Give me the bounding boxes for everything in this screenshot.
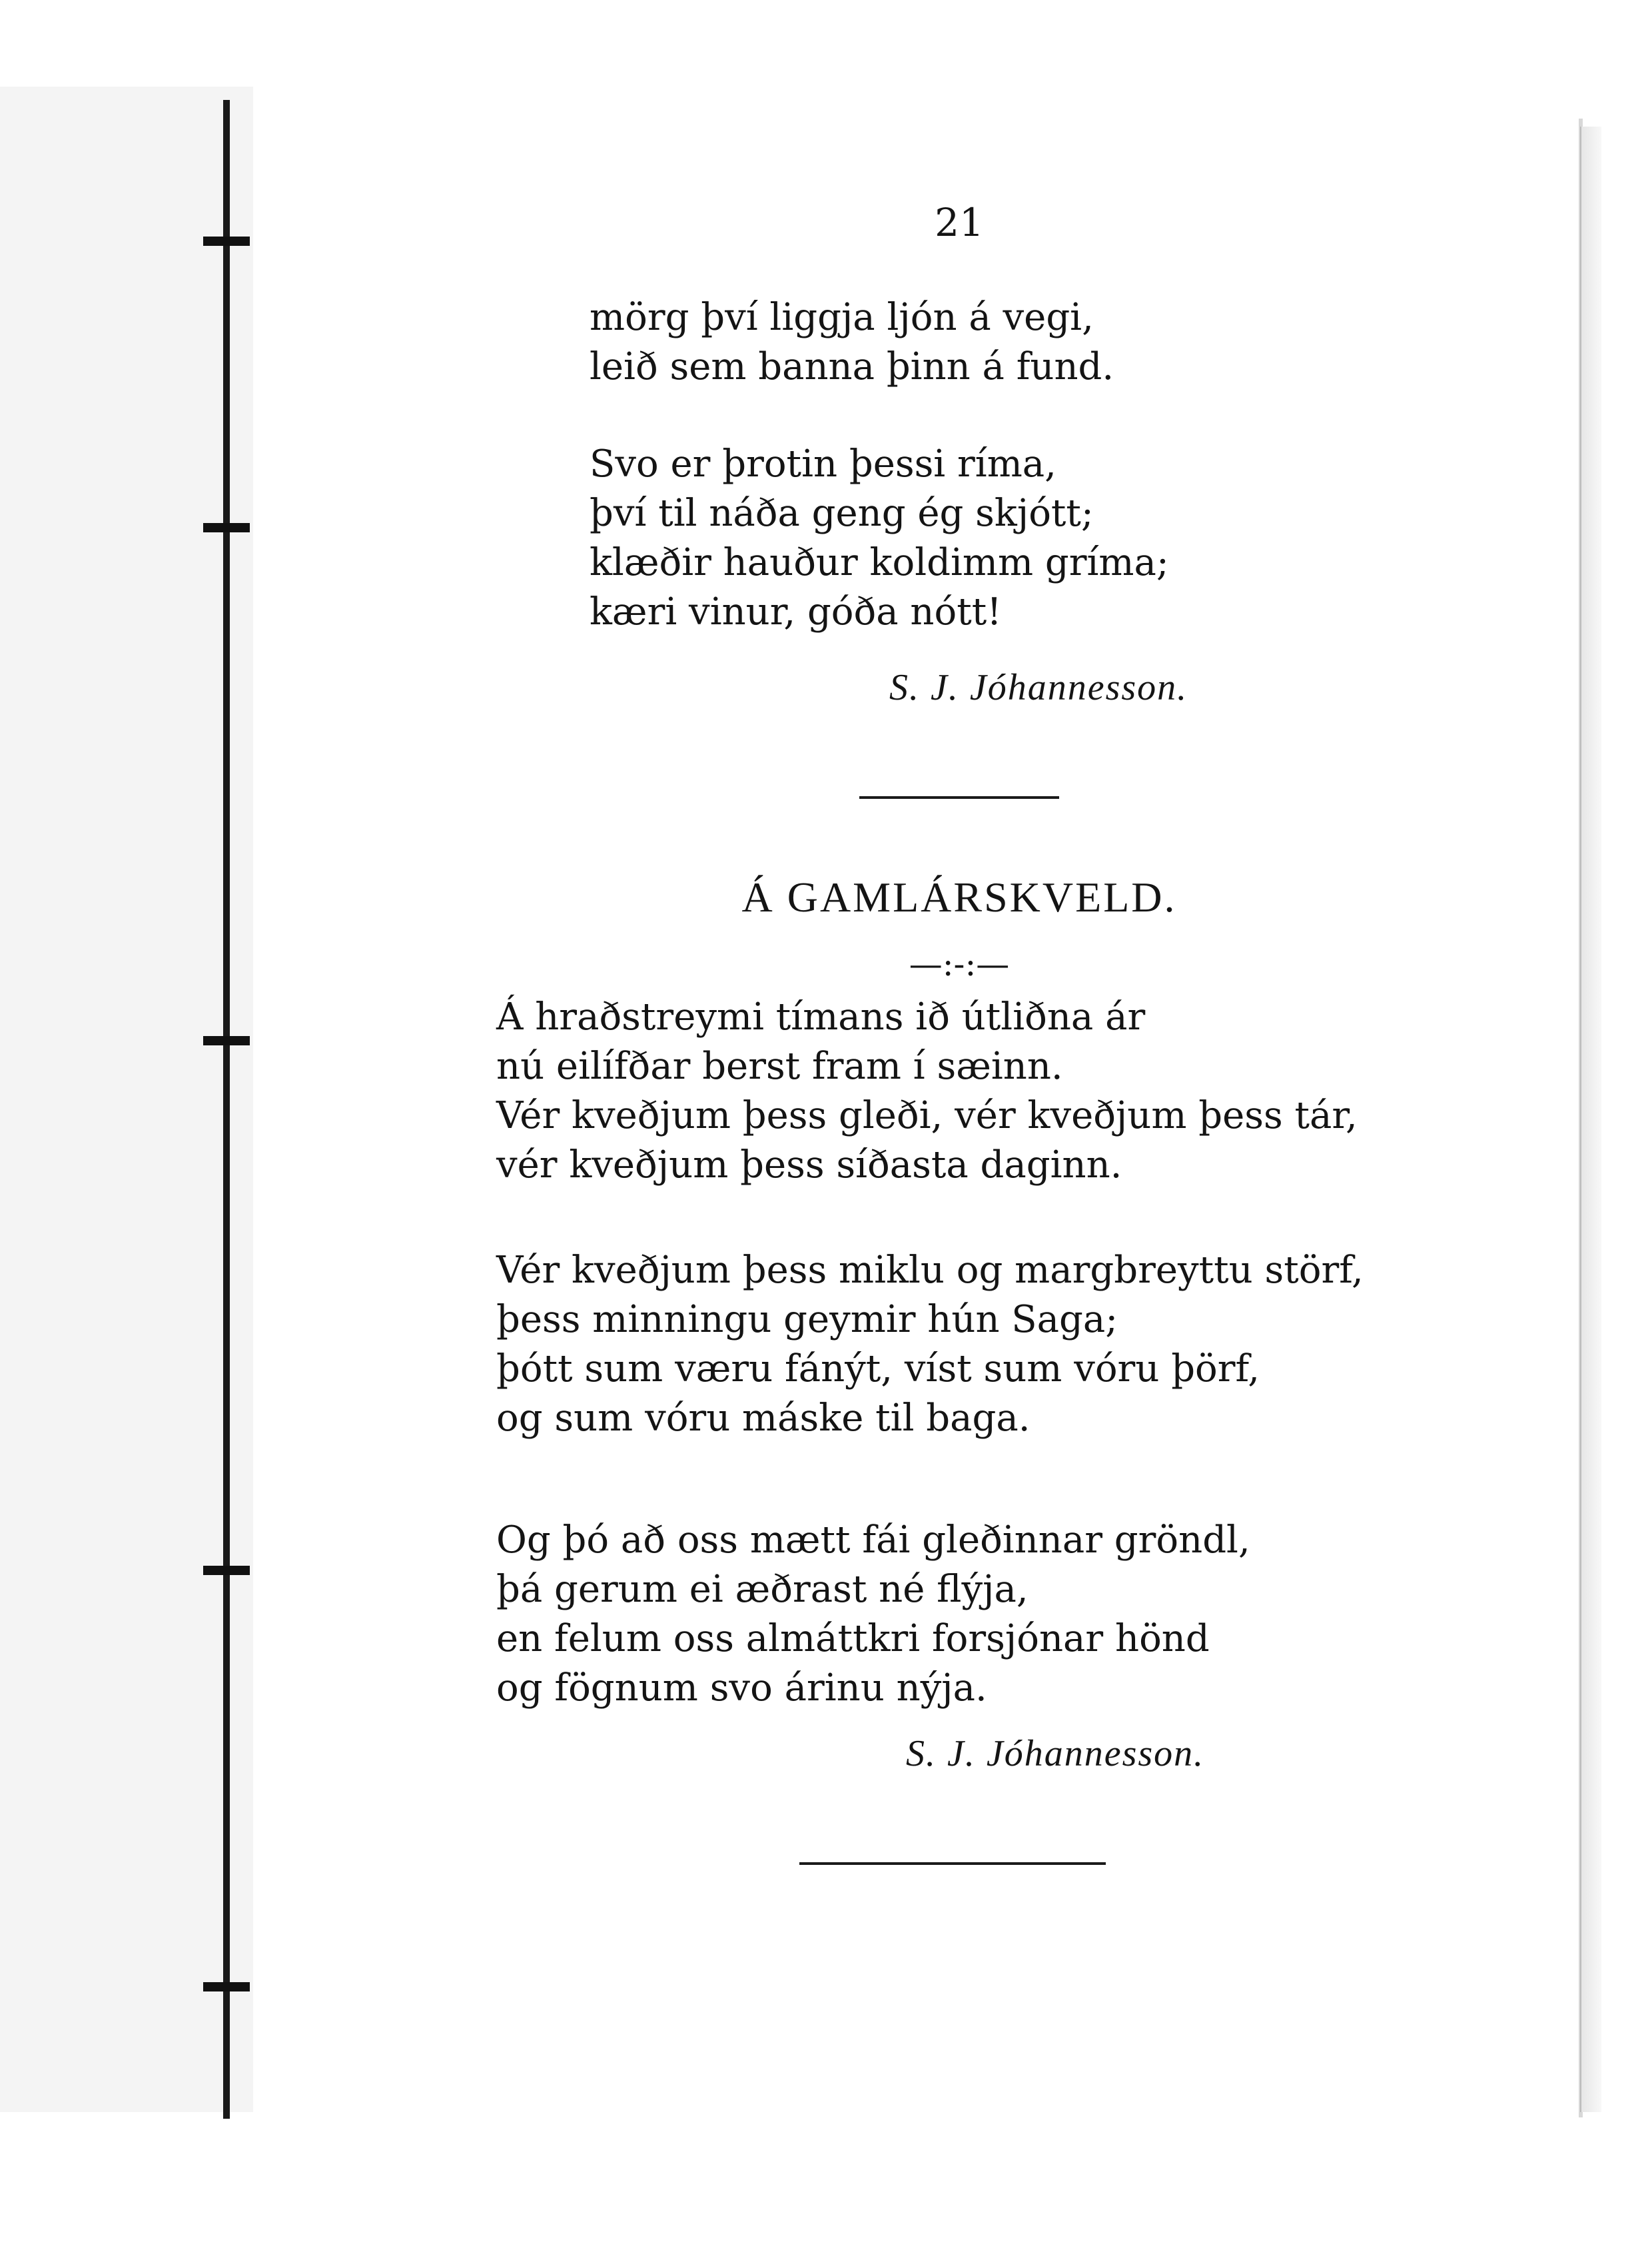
verse-line: leið sem banna þinn á fund. [590,345,1114,388]
verse-line: mörg því liggja ljón á vegi, [590,296,1094,339]
binding-stitch [203,1566,250,1575]
verse-line: en felum oss almáttkri forsjónar hönd [496,1617,1210,1660]
binding-stitch [203,1036,250,1045]
verse-line: og sum vóru máske til baga. [496,1397,1031,1440]
verse-line: því til náða geng ég skjótt; [590,492,1094,535]
poem2-stanza-3 [496,1516,1250,1713]
verse-line: Og þó að oss mætt fái gleðinnar gröndl, [496,1518,1250,1562]
verse-line: vér kveðjum þess síðasta daginn. [496,1143,1122,1187]
end-divider [799,1862,1106,1865]
poem1-stanza-a [590,293,1114,392]
binding-stitch [203,237,250,246]
verse-line: Vér kveðjum þess miklu og margbreyttu störf, [496,1249,1364,1292]
verse-line: þótt sum væru fánýt, víst sum vóru þörf, [496,1347,1260,1391]
page-number: 21 [935,200,984,245]
binding-stitch [203,1982,250,1991]
poem-title: Á GAMLÁRSKVELD. [741,873,1177,921]
facing-page-sliver [0,87,253,2112]
poem1-signature: S. J. Jóhannesson. [889,667,1188,708]
poem1-stanza-b [590,440,1169,637]
verse-line: klæðir hauður koldimm gríma; [590,541,1169,584]
verse-line: þá gerum ei æðrast né flýja, [496,1568,1029,1611]
binding-stitch [203,523,250,532]
page-edge [1580,127,1601,2112]
section-divider [859,796,1059,799]
poem2-signature: S. J. Jóhannesson. [906,1733,1205,1774]
verse-line: og fögnum svo árinu nýja. [496,1666,987,1710]
verse-line: kæri vinur, góða nótt! [590,590,1002,634]
verse-line: Á hraðstreymi tímans ið útliðna ár [496,995,1146,1039]
poem2-stanza-2 [496,1246,1364,1443]
verse-line: Svo er þrotin þessi ríma, [590,442,1056,486]
title-ornament: —:-:— [909,945,1010,983]
book-spine [223,100,230,2119]
verse-line: nú eilífðar berst fram í sæinn. [496,1045,1063,1088]
verse-line: Vér kveðjum þess gleði, vér kveðjum þess tár, [496,1094,1358,1137]
poem2-stanza-1 [496,993,1358,1190]
verse-line: þess minningu geymir hún Saga; [496,1298,1118,1341]
